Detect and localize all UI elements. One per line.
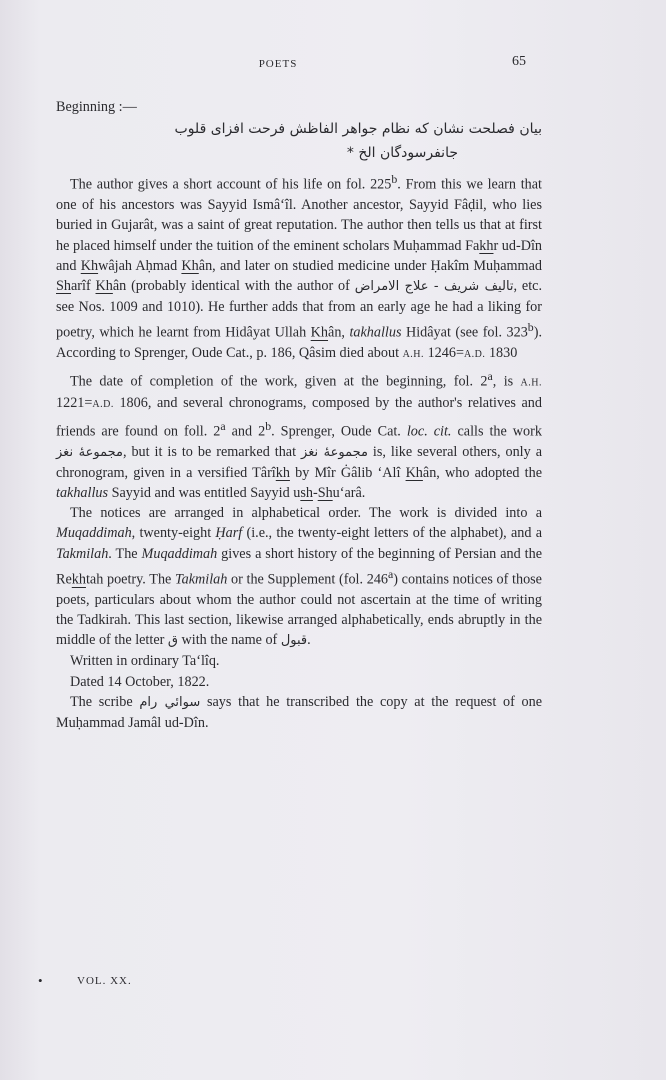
text-run: The scribe xyxy=(70,693,140,710)
text-run: b xyxy=(391,172,398,187)
text-run: takhallus xyxy=(56,484,109,501)
text-run: ). According to Sprenger, Oude Cat., p. 186, Qâsim died about xyxy=(56,325,542,362)
text-run: calls the work xyxy=(451,423,542,440)
paragraph-date-of-completion xyxy=(56,366,542,504)
text-run: Sh xyxy=(317,484,333,501)
text-run: Takmilah xyxy=(56,545,109,562)
text-run: . The xyxy=(108,545,142,562)
arabic-incipit-line-2: جانفرسودگان الخ * xyxy=(346,145,458,162)
text-run: Ḥarf xyxy=(215,525,243,542)
paragraph-script xyxy=(56,651,542,671)
page-number: 65 xyxy=(512,54,526,69)
text-run: gives a short history of the beginning of Persian and the Re xyxy=(56,545,542,588)
text-run: 1806, and several chronograms, composed by the author's relatives and friends are found on foll. 2 xyxy=(56,395,542,440)
text-run: ân, and later on studied medicine under Ḥakîm Muḥammad xyxy=(198,257,542,274)
text-run: kh xyxy=(479,237,494,254)
text-run: Kh xyxy=(405,464,423,481)
volume-signature: VOL. XX. xyxy=(77,975,132,987)
text-run: kh xyxy=(275,464,290,481)
text-run: Kh xyxy=(95,277,113,294)
text-run: The date of completion of the work, given at the beginning, fol. 2 xyxy=(70,373,488,390)
text-run: . xyxy=(307,632,311,649)
arabic-inline-text: ق xyxy=(167,633,178,649)
text-run: Written in ordinary Ta‘lîq. xyxy=(70,653,220,670)
text-run: Kh xyxy=(310,325,329,342)
text-run: The author gives a short account of his life on fol. 225 xyxy=(70,176,392,193)
text-run: , twenty-eight xyxy=(131,525,216,542)
text-run: Muqaddimah xyxy=(56,525,132,542)
paragraph-date xyxy=(56,672,542,692)
text-run: The notices are arranged in alphabetical order. The work is divided into a xyxy=(70,505,542,522)
text-run: b xyxy=(265,418,272,433)
text-run: kh xyxy=(71,571,86,588)
text-run: takhallus xyxy=(349,325,402,342)
text-run: . Sprenger, Oude Cat. xyxy=(271,423,407,440)
text-run: Muqaddimah xyxy=(141,545,218,562)
text-run: wâjah Aḥmad xyxy=(98,257,182,274)
text-run: ân, who adopted the xyxy=(422,464,542,481)
text-run: 1221= xyxy=(56,395,93,412)
arabic-incipit-line-1: بیان فصلحت نشان که نظام جواهر الفاظش فرحت افزای قلوب xyxy=(174,121,542,138)
text-run: r ud-Dîn and xyxy=(56,237,542,274)
text-run: , but it is to be remarked that xyxy=(122,443,302,460)
text-run: and 2 xyxy=(225,423,266,440)
text-run: ân (probably identical with the author of xyxy=(112,277,355,294)
text-run: A.D. xyxy=(92,399,114,411)
text-run: Kh xyxy=(181,257,199,274)
paragraph-scribe xyxy=(56,692,542,733)
arabic-inline-text: سوائي رام xyxy=(139,694,201,710)
text-run: Takmilah xyxy=(175,571,228,588)
text-run: Kh xyxy=(80,257,99,274)
text-run: Hidâyat (see fol. 323 xyxy=(401,325,528,342)
text-run: says that he transcribed the copy at the request of one Muḥammad Jamâl ud-Dîn. xyxy=(56,693,542,731)
text-run: - xyxy=(312,484,318,501)
text-run: ân, xyxy=(328,325,350,342)
paragraph-arrangement xyxy=(56,503,542,651)
text-run: a xyxy=(220,418,226,433)
text-run: tah poetry. The xyxy=(85,571,176,588)
text-run: A.H. xyxy=(520,377,542,389)
text-run: . From this we learn that one of his ancestors was Sayyid Ismâ‘îl. Another ancestor, Sayyid Fâḍil, who lies buried in Gujarât, was a saint of great reputation. The author then tells us that at first he placed himself under the tuition of the eminent scholars Muḥammad Fa xyxy=(56,176,542,254)
text-run: (i.e., the twenty-eight letters of the alphabet), and a xyxy=(242,525,542,542)
text-run: , is xyxy=(492,373,521,390)
arabic-inline-text: قبول xyxy=(280,633,308,649)
text-run: with the name of xyxy=(177,632,281,649)
arabic-inline-text: مجموعهٔ نغز xyxy=(301,444,368,460)
text-run: by Mîr Ġâlib ‘Alî xyxy=(289,464,406,481)
text-run: a xyxy=(487,368,493,383)
arabic-inline-text: مجموعهٔ نغز xyxy=(56,444,123,460)
text-run: ) contains notices of those poets, particulars about whom the author could not ascertain at the time of writing the Tadkirah. This last section, likewise arranged alphabetically, ends abruptly in the middle of the letter xyxy=(56,571,542,649)
footer-bullet: • xyxy=(38,973,43,988)
text-run: , etc. see Nos. 1009 and 1010). He further adds that from an early age he had a liking for poetry, which he learnt from Hidâyat Ullah xyxy=(56,277,542,342)
text-run: a xyxy=(388,566,394,581)
text-run: A.D. xyxy=(463,349,486,361)
text-run: loc. cit. xyxy=(406,423,452,440)
text-run: arîf xyxy=(70,277,96,294)
catalogue-entry xyxy=(56,97,542,733)
beginning-label: Beginning :— xyxy=(56,99,137,115)
paragraph-author-account xyxy=(56,169,542,365)
text-run: is, like several others, only a chronogram, given in a versified Târî xyxy=(56,443,542,481)
text-run: sh xyxy=(300,484,313,501)
text-run: 1246= xyxy=(424,345,464,362)
text-run: u‘arâ. xyxy=(332,484,366,501)
arabic-inline-text: تالیف شریف - علاج الامراض xyxy=(354,278,514,294)
text-run: 1830 xyxy=(485,345,518,362)
text-run: Sayyid and was entitled Sayyid u xyxy=(108,484,301,501)
text-run: A.H. xyxy=(402,349,425,361)
text-run: Sh xyxy=(56,277,71,294)
text-run: b xyxy=(527,320,534,335)
text-run: or the Supplement (fol. 246 xyxy=(227,571,389,588)
running-title: POETS xyxy=(258,58,298,70)
text-run: Dated 14 October, 1822. xyxy=(70,673,210,690)
